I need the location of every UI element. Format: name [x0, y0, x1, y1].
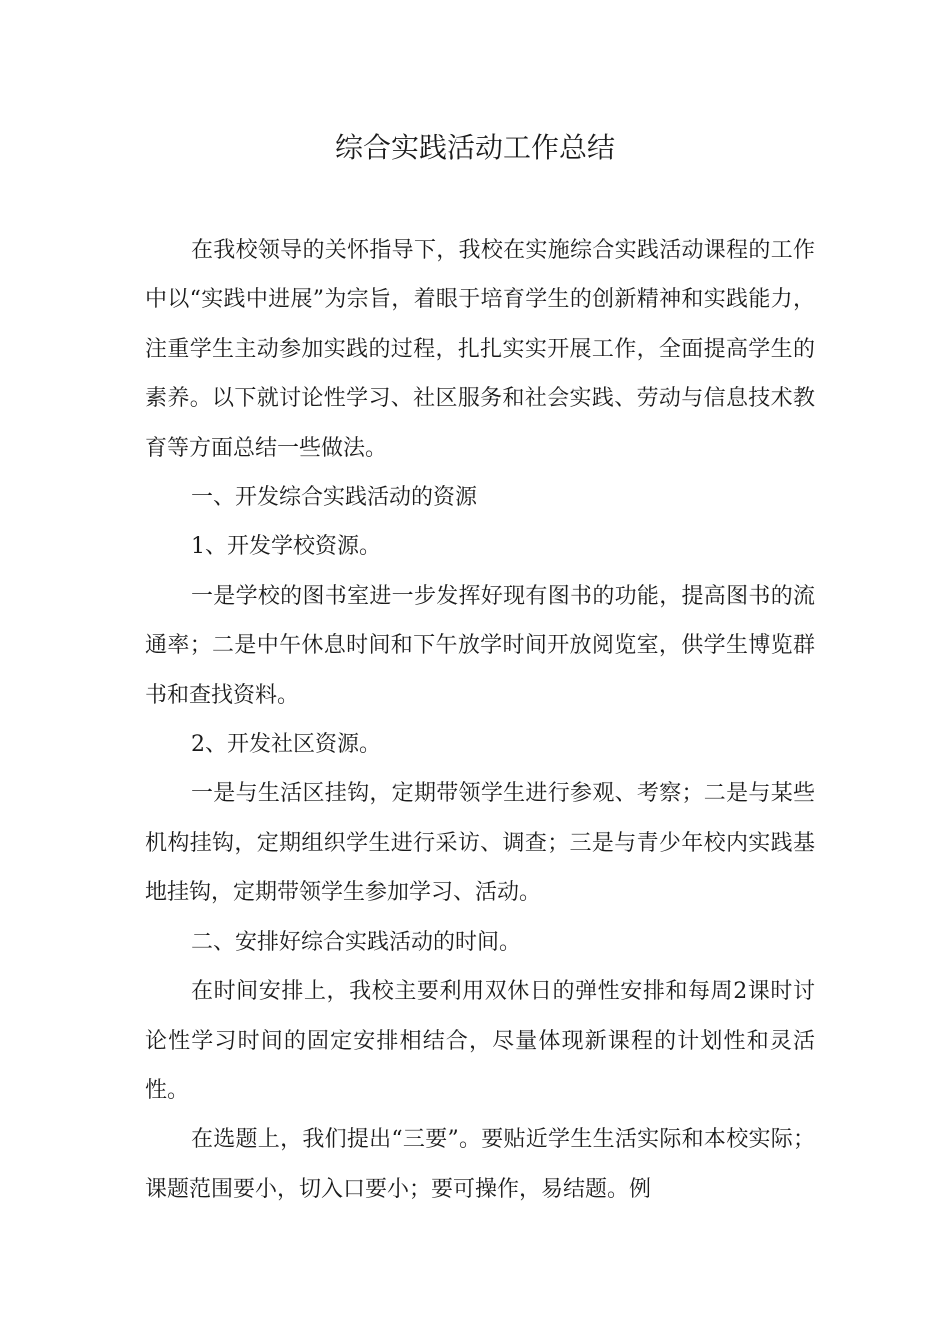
- section-heading-time: 二、安排好综合实践活动的时间。: [191, 929, 522, 955]
- paragraph-time-arrangement: 在时间安排上，我校主要利用双休日的弹性安排和每周2课时讨论性学习时间的固定安排相结合，尽量体现新课程的计划性和灵活性。: [145, 979, 815, 1103]
- document-body: [145, 226, 815, 1214]
- paragraph-intro: 在我校领导的关怀指导下，我校在实施综合实践活动课程的工作中以“实践中进展”为宗旨，着眼于培育学生的创新精神和实践能力，注重学生主动参加实践的过程，扎扎实实开展工作，全面提高学生的素养。以下就讨论性学习、社区服务和社会实践、劳动与信息技术教育等方面总结一些做法。: [145, 238, 815, 461]
- paragraph-community-resources: 一是与生活区挂钩，定期带领学生进行参观、考察；二是与某些机构挂钩，定期组织学生进行采访、调查；三是与青少年校内实践基地挂钩，定期带领学生参加学习、活动。: [145, 781, 815, 906]
- document-title: 综合实践活动工作总结: [334, 131, 615, 164]
- section-heading-resources: 一、开发综合实践活动的资源: [191, 485, 478, 511]
- subheading-school-resources: 1、开发学校资源。: [191, 534, 381, 560]
- subheading-community-resources: 2、开发社区资源。: [191, 732, 381, 758]
- paragraph-school-resources: 一是学校的图书室进一步发挥好现有图书的功能，提高图书的流通率；二是中午休息时间和下午放学时间开放阅览室，供学生博览群书和查找资料。: [145, 583, 815, 708]
- paragraph-topic-selection: 在选题上，我们提出“三要”。要贴近学生生活实际和本校实际；课题范围要小，切入口要小；要可操作，易结题。例: [145, 1127, 815, 1202]
